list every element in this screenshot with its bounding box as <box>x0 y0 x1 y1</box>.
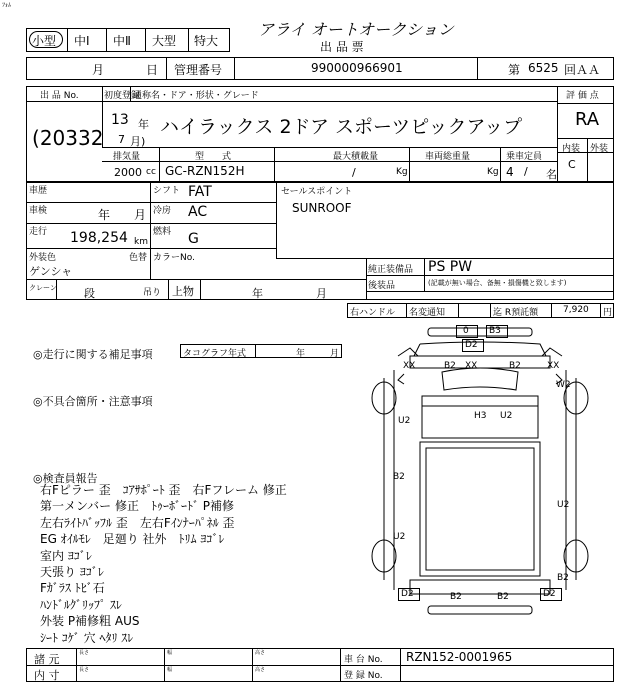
capacity: 4 <box>506 165 514 179</box>
lot-number-wrap: (20332 <box>32 126 104 150</box>
report-line: 室内 ﾖｺﾞﾚ <box>40 548 92 563</box>
month-unit: 月) <box>130 135 146 148</box>
session-number: 6525 <box>528 61 559 75</box>
recycle-fee: 7,920 <box>563 305 589 315</box>
mark-xx-mid: XX <box>465 361 478 371</box>
size-mid1: 中Ⅰ <box>74 34 90 48</box>
year-unit: 年 <box>138 118 149 131</box>
report-line: 右Fピラー 歪 ｺｱｻﾎﾟｰﾄ 歪 右Fフレーム 修正 <box>40 483 287 497</box>
lot-number: 20332 <box>39 126 104 150</box>
capacity-slash: / <box>524 165 528 178</box>
driving-notes-label: ◎走行に関する補足事項 <box>33 348 153 361</box>
mark-b2-right-bottom: B2 <box>557 573 569 583</box>
model-code: GC-RZN152H <box>165 164 245 178</box>
size-large: 大型 <box>152 34 177 48</box>
fee-label: 迄 R預託額 <box>493 308 539 318</box>
ext-color: ゲンシャ <box>29 265 73 278</box>
tacho-label: タコグラフ年式 <box>183 349 247 359</box>
mileage-label: 走行 <box>29 227 48 237</box>
yen-unit: 円 <box>603 308 613 318</box>
handle-side: 右ハンドル <box>350 308 396 318</box>
color-change-label: 色替 <box>129 253 148 263</box>
inner-len: 長さ <box>79 667 90 673</box>
dai-label: 第 <box>508 63 521 77</box>
crane-step: 段 <box>84 287 95 300</box>
mark-u2-left-top: U2 <box>398 416 411 426</box>
fuel-value: G <box>188 231 199 247</box>
upper-month: 月 <box>316 287 327 300</box>
mileage: 198,254 <box>70 230 128 246</box>
dims-width: 幅 <box>167 650 173 656</box>
mark-d2-top: D2 <box>465 340 478 350</box>
eval-score: RA <box>575 109 600 130</box>
mark-u2-left-bottom: U2 <box>393 532 406 542</box>
report-lines <box>40 482 287 646</box>
exterior-label: 外装 <box>590 144 609 154</box>
report-line: 左右ﾗｲﾄﾊﾞｯﾌﾙ 歪 左右Fｲﾝﾅｰﾊﾟﾈﾙ 歪 <box>40 515 235 530</box>
month-label: 月 <box>92 63 105 77</box>
ac-value: AC <box>188 204 208 220</box>
mark-u2-mid: U2 <box>500 411 513 421</box>
first-reg-year: 13 <box>111 112 129 128</box>
report-line: ﾊﾝﾄﾞﾙｸﾞﾘｯﾌﾟ ｽﾚ <box>40 597 122 612</box>
shift-label: シフト <box>153 186 181 196</box>
tiny-mark: ﾌｫﾑ <box>2 2 12 9</box>
lot-label: 出 品 No. <box>40 91 79 101</box>
color-no-label: カラーNo. <box>153 253 195 263</box>
gross-weight-label: 車両総重量 <box>425 152 471 162</box>
mark-h3: H3 <box>474 411 487 421</box>
inspection-label: 車検 <box>29 206 48 216</box>
defects-label: ◎不具合箇所・注意事項 <box>33 395 153 408</box>
inner-label: 内 寸 <box>34 669 60 682</box>
dims-len: 長さ <box>79 650 90 656</box>
report-line: 天張り ﾖｺﾞﾚ <box>40 565 104 580</box>
report-line: 第一メンバー 修正 ﾄｩｰﾎﾞｰﾄﾞ P補修 <box>40 499 235 514</box>
shift-value: FAT <box>188 184 212 200</box>
upper-label: 上物 <box>172 285 194 298</box>
max-load-label: 最大積載量 <box>333 152 379 162</box>
sales-point-label: セールスポイント <box>281 187 353 197</box>
report-line: 外装 P補修粗 AUS <box>40 614 140 629</box>
sheet-title: 出 品 票 <box>320 40 364 54</box>
type-label: 型 式 <box>195 152 232 162</box>
displacement: 2000 <box>114 166 142 179</box>
load-kg: Kg <box>396 167 408 177</box>
name-label: 通称名・ドア・形状・グレード <box>133 91 259 101</box>
tacho-year: 年 <box>296 349 306 359</box>
km-unit: km <box>134 237 148 247</box>
load-slash: / <box>352 166 356 179</box>
mark-b2-hood-left: B2 <box>444 361 456 371</box>
ext-color-label: 外装色 <box>29 253 57 263</box>
ac-label: 冷房 <box>153 206 172 216</box>
interior-label: 内装 <box>562 144 581 154</box>
interior-grade: C <box>568 158 576 171</box>
sales-point: SUNROOF <box>292 201 352 215</box>
mark-b2-bottom-right: B2 <box>497 592 509 602</box>
dims-height: 高さ <box>255 650 266 656</box>
mark-b3: B3 <box>489 326 501 336</box>
size-small: 小型 <box>32 34 57 48</box>
inner-width: 幅 <box>167 667 173 673</box>
mark-0: 0 <box>463 326 469 336</box>
inspection-month: 月 <box>134 208 147 222</box>
dims-label: 諸 元 <box>34 653 60 666</box>
report-title: ◎検査員報告 <box>33 472 98 485</box>
chassis-label: 車 台 No. <box>344 655 383 665</box>
mark-b2-left: B2 <box>393 472 405 482</box>
capacity-unit: 名 <box>546 168 557 181</box>
history-label: 車歴 <box>29 186 48 196</box>
inspection-year: 年 <box>98 208 111 222</box>
vehicle-name: ハイラックス 2ドア スポーツピックアップ <box>160 116 523 138</box>
cc-unit: cc <box>146 167 156 177</box>
mark-w2: W2 <box>556 380 571 390</box>
mark-d2-bottom-left: D2 <box>401 589 414 599</box>
first-reg-label: 初度登録 <box>104 91 141 101</box>
day-label: 日 <box>146 63 159 77</box>
report-line: EG ｵｲﾙﾓﾚ 足廻り 社外 ﾄﾘﾑ ﾖｺﾞﾚ <box>40 532 225 547</box>
genuine-label: 純正装備品 <box>368 265 414 275</box>
mark-b2-hood-right: B2 <box>509 361 521 371</box>
crane-hook: 吊り <box>143 288 162 298</box>
displacement-label: 排気量 <box>113 152 141 162</box>
upper-year: 年 <box>252 287 263 300</box>
reg-label: 登 録 No. <box>344 671 383 681</box>
mark-xx-right: XX <box>547 361 560 371</box>
first-reg-month: 7 <box>118 133 125 146</box>
mark-d2-bottom-right: D2 <box>543 589 556 599</box>
genuine-equipment: PS PW <box>428 259 473 275</box>
eval-label: 評 価 点 <box>566 91 599 101</box>
mark-u2-right: U2 <box>557 500 570 510</box>
tacho-month: 月 <box>330 349 340 359</box>
fuel-label: 燃料 <box>153 227 172 237</box>
kai-label: 回ＡＡ <box>564 63 601 77</box>
mark-xx-left: XX <box>403 361 416 371</box>
chassis-number: RZN152-0001965 <box>406 650 513 664</box>
size-mid2: 中Ⅱ <box>113 34 131 48</box>
aftermarket-label: 後装品 <box>368 281 396 291</box>
crane-label: クレーン <box>29 284 57 292</box>
gross-kg: Kg <box>487 167 499 177</box>
report-line: Fｶﾞﾗｽ ﾄﾋﾞ石 <box>40 581 105 596</box>
rename-label: 名変通知 <box>409 308 446 318</box>
report-line: ｼｰﾄ ｺｹﾞ 穴 ﾍﾀﾘ ｽﾚ <box>40 630 134 645</box>
aftermarket-note: (記載が無い場合、备無・損傷機と致します) <box>428 279 567 287</box>
auction-name: アライ オートオークション <box>258 20 454 39</box>
mgmt-label: 管理番号 <box>174 63 223 77</box>
mgmt-number: 990000966901 <box>311 61 403 75</box>
capacity-label: 乗車定員 <box>506 152 543 162</box>
size-xlarge: 特大 <box>194 34 219 48</box>
inner-height: 高さ <box>255 667 266 673</box>
mark-b2-bottom-left: B2 <box>450 592 462 602</box>
